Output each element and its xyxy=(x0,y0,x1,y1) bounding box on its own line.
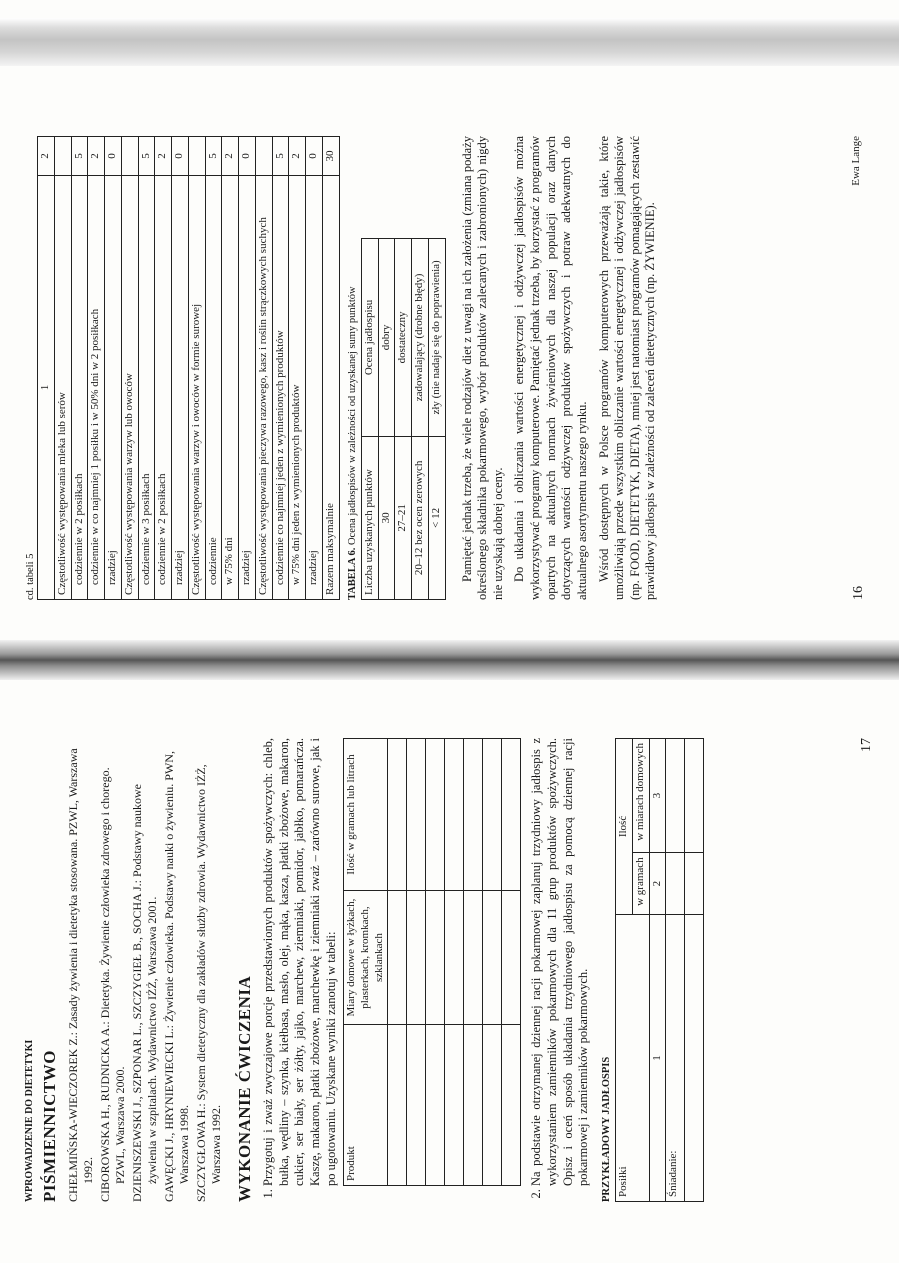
table-5 xyxy=(37,136,340,600)
menu-colnum-2: 2 xyxy=(649,853,666,915)
products-empty-cell xyxy=(407,1025,426,1186)
products-empty-cell xyxy=(464,739,483,891)
table5-row-label: Częstotliwość występowania mleka lub serów xyxy=(54,176,71,600)
table5-row xyxy=(322,137,339,600)
products-empty-cell xyxy=(426,891,445,1025)
reference-item: DZIENISZEWSKI J., SZPONAR L., SZCZYGIEŁ B., SOCHA J.: Podstawy naukowe żywienia w szpitalach. Wydawnictwo IŻŻ, Warszawa 2001. xyxy=(129,784,159,1202)
reference-item: GAWĘCKI J., HRYNIEWIECKI L.: Żywienie człowieka. Podstawy nauki o żywieniu. PWN, Warszawa 1998. xyxy=(161,751,191,1202)
task-1 xyxy=(261,738,521,1186)
products-empty-cell xyxy=(388,739,407,891)
products-body xyxy=(388,739,521,1186)
table6-header-rating: Ocena jadłospisu xyxy=(361,239,378,437)
products-empty-row xyxy=(426,739,445,1186)
products-header-measures: Miary domowe w łyżkach, plasterkach, kromkach, szklankach xyxy=(344,891,388,1025)
table5-row xyxy=(306,137,323,600)
products-empty-row xyxy=(464,739,483,1186)
paragraph-3: Wśród dostępnych w Polsce programów komputerowych przeważają takie, które umożliwiają przede wszystkim obliczanie wartości energetycznej i odżywczej jadłospisów (np. FOOD, DIETETYK, DIETA), mniej jest natomiast programów pomagających zestawić prawidłowy jadłospis w zależności od zaleceń dietetycznych (np. ŻYWIENIE). xyxy=(596,136,658,600)
table6-points-cell: 27–21 xyxy=(395,436,412,599)
page-number-16: 16 xyxy=(850,586,866,600)
page-17-content xyxy=(24,738,879,1202)
running-title: WPROWADZENIE DO DIETETYKI xyxy=(24,1039,35,1202)
table6-caption-label: TABELA 6. xyxy=(346,547,358,600)
table5-row-label: w 75% dni jeden z wymienionych produktów xyxy=(289,176,306,600)
products-empty-cell xyxy=(445,891,464,1025)
products-empty-cell xyxy=(464,891,483,1025)
task-1-text: Przygotuj i zważ zwyczajowe porcje przedstawionych produktów spożywczych: chleb, bułka, wędliny – szynka, kiełbasa, masło, olej, mąka, kasza, płatki zbożowe, makaron, cukier, ser biały, ser żółty, jajko, marchew, ziemniaki, pomidor, jabłko, pomarańcza. Kaszę, makaron, płatki zbożowe, marchewkę i ziemniaki zważ – zarówno surowe, jak i po ugotowaniu. Uzyskane wyniki zanotuj w tabeli: xyxy=(261,738,338,1186)
products-empty-row xyxy=(502,739,521,1186)
table5-row-points: 0 xyxy=(105,137,122,176)
table5-row xyxy=(222,137,239,600)
menu-caption: PRZYKŁADOWY JADŁOSPIS xyxy=(600,1056,612,1202)
products-empty-cell xyxy=(388,891,407,1025)
table5-row-points: 0 xyxy=(239,137,256,176)
products-empty-cell xyxy=(483,739,502,891)
menu-cell xyxy=(666,853,685,915)
table6-rating-cell: zadowalający (drobne błędy) xyxy=(412,239,429,437)
menu-header-amount: Ilość xyxy=(616,739,633,915)
table5-row-points: 2 xyxy=(155,137,172,176)
table5-row-points: 0 xyxy=(172,137,189,176)
menu-subheader-grams: w gramach xyxy=(632,853,649,915)
table6-caption-text: Ocena jadłospisów w zależności od uzyskanej sumy punktów xyxy=(346,286,358,546)
table6-row xyxy=(428,239,445,600)
reference-item: SZCZYGŁOWA H.: System dietetyczny dla zakładów służby zdrowia. Wydawnictwo IŻŻ, Warszawa 1992. xyxy=(193,764,223,1202)
products-empty-cell xyxy=(502,1025,521,1186)
table5-row-label: Częstotliwość występowania warzyw lub owoców xyxy=(121,176,138,600)
products-empty-cell xyxy=(407,739,426,891)
table5-row-label: rzadziej xyxy=(306,176,323,600)
table5-row xyxy=(239,137,256,600)
paragraph-1: Pamiętać jednak trzeba, że wiele rodzajów diet z uwagi na ich założenia (zmiana podaży określonego składnika pokarmowego, wybór produktów zalecanych i zabronionych) nigdy nie uzyskają dobrej oceny. xyxy=(459,136,505,600)
reference-item: CHEŁMIŃSKA-WIECZOREK Z.: Zasady żywienia i dietetyka stosowana. PZWL, Warszawa 1992. xyxy=(65,748,95,1202)
menu-subheader-household: w miarach domowych xyxy=(632,739,649,853)
task-2 xyxy=(529,738,592,1186)
menu-table xyxy=(615,738,704,1202)
table5-header-1: 1 xyxy=(38,176,55,600)
table5-row xyxy=(88,137,105,600)
literature-heading: PIŚMIENNICTWO xyxy=(39,1050,59,1202)
table5-row xyxy=(105,137,122,600)
table5-row-label: codziennie w 2 posiłkach xyxy=(155,176,172,600)
table5-row-points: 5 xyxy=(205,137,222,176)
products-empty-cell xyxy=(426,1025,445,1186)
table5-row xyxy=(205,137,222,600)
table6-points-cell: 20–12 bez ocen zerowych xyxy=(412,436,429,599)
table5-row-label: Razem maksymalnie xyxy=(322,176,339,600)
exercise-heading: WYKONANIE ĆWICZENIA xyxy=(234,975,254,1202)
table5-row xyxy=(255,137,272,600)
table5-row-label: codziennie w 3 posiłkach xyxy=(138,176,155,600)
products-empty-cell xyxy=(388,1025,407,1186)
table6-rating-cell: dostateczny xyxy=(395,239,412,437)
products-empty-row xyxy=(445,739,464,1186)
table6-caption xyxy=(346,136,359,600)
table5-row-label: codziennie co najmniej jeden z wymienionych produktów xyxy=(272,176,289,600)
products-empty-cell xyxy=(502,739,521,891)
table5-row xyxy=(54,137,71,600)
products-empty-cell xyxy=(502,891,521,1025)
table5-row-label: w 75% dni xyxy=(222,176,239,600)
menu-colnum-3: 3 xyxy=(649,739,666,853)
table5-row-label: codziennie w co najmniej 1 posiłku i w 50% dni w 2 posiłkach xyxy=(88,176,105,600)
table5-row-points: 2 xyxy=(222,137,239,176)
menu-cell xyxy=(666,739,685,853)
products-empty-row xyxy=(483,739,502,1186)
products-empty-cell xyxy=(407,891,426,1025)
menu-row xyxy=(685,739,704,1202)
page-16-footer xyxy=(850,136,868,600)
products-table xyxy=(343,738,521,1186)
table5-row xyxy=(188,137,205,600)
products-empty-cell xyxy=(426,739,445,891)
table5-row-points xyxy=(54,137,71,176)
table5-row xyxy=(272,137,289,600)
page-17-footer xyxy=(858,738,876,1202)
table5-row-points: 5 xyxy=(138,137,155,176)
table5-body xyxy=(54,137,339,600)
table5-row-points: 5 xyxy=(71,137,88,176)
products-empty-cell xyxy=(464,1025,483,1186)
page-16 xyxy=(0,88,899,648)
table-continuation-label: cd. tabeli 5 xyxy=(25,553,36,600)
table6-points-cell: 30 xyxy=(378,436,395,599)
menu-header-meals: Posiłki xyxy=(616,914,650,1201)
references-list xyxy=(66,738,224,1202)
table5-row-label: rzadziej xyxy=(172,176,189,600)
products-header-amount: Ilość w gramach lub litrach xyxy=(344,739,388,891)
table6-points-cell: < 12 xyxy=(428,436,445,599)
table6-rating-cell: dobry xyxy=(378,239,395,437)
table5-row-label: codziennie w 2 posiłkach xyxy=(71,176,88,600)
table5-row-label: rzadziej xyxy=(239,176,256,600)
table5-row-points xyxy=(121,137,138,176)
products-empty-cell xyxy=(445,1025,464,1186)
table5-row-label: Częstotliwość występowania warzyw i owoców w formie surowej xyxy=(188,176,205,600)
table5-row xyxy=(71,137,88,600)
table5-row-points: 2 xyxy=(289,137,306,176)
table6-row xyxy=(412,239,429,600)
table6-row xyxy=(378,239,395,600)
table5-row-points: 5 xyxy=(272,137,289,176)
products-header-product: Produkt xyxy=(344,1025,388,1186)
table5-row-points: 2 xyxy=(88,137,105,176)
page-16-content xyxy=(24,136,871,600)
table5-row-points: 0 xyxy=(306,137,323,176)
table5-row-points xyxy=(188,137,205,176)
table5-row xyxy=(289,137,306,600)
reference-item: CIBOROWSKA H., RUDNICKA A.: Dietetyka. Żywienie człowieka zdrowego i chorego. PZWL, Warszawa 2000. xyxy=(97,767,127,1202)
table5-row xyxy=(121,137,138,600)
table5-row xyxy=(155,137,172,600)
products-empty-row xyxy=(388,739,407,1186)
table6-rating-cell: zły (nie nadaje się do poprawienia) xyxy=(428,239,445,437)
table5-header-2: 2 xyxy=(38,137,55,176)
exercise-list xyxy=(261,738,592,1202)
table6-body xyxy=(378,239,445,600)
products-empty-cell xyxy=(445,739,464,891)
products-empty-cell xyxy=(483,891,502,1025)
products-empty-row xyxy=(407,739,426,1186)
menu-breakfast-label: Śniadanie: xyxy=(666,914,685,1201)
author-name: Ewa Lange xyxy=(849,136,862,186)
scan-edge-shadow xyxy=(0,18,899,66)
menu-colnum-1: 1 xyxy=(649,914,666,1201)
paragraph-2: Do układania i obliczania wartości energetycznej i odżywczej jadłospisów można wykorzystywać programy komputerowe. Pamiętać jednak trzeba, by korzystać z programów opartych na aktualnych normach żywieniowych dla naszej populacji oraz danych dotyczących wartości odżywczej produktów spożywczych i potraw adekwatnych do aktualnego asortymentu naszego rynku. xyxy=(512,136,589,600)
task-2-text: Na podstawie otrzymanej dziennej racji pokarmowej zaplanuj trzydniowy jadłospis z wykorzystaniem zamienników pokarmowych dla 11 grup produktów spożywczych. Opisz i oceń sposób układania trzydniowego jadłospisu za pomocą dziennej racji pokarmowej i zamienników pokarmowych. xyxy=(529,738,591,1186)
table5-row-points: 30 xyxy=(322,137,339,176)
table5-row-label: codziennie xyxy=(205,176,222,600)
page-number-17: 17 xyxy=(858,738,874,752)
table5-row-label: rzadziej xyxy=(105,176,122,600)
menu-row-breakfast xyxy=(666,739,685,1202)
page-17 xyxy=(0,690,899,1250)
products-empty-cell xyxy=(483,1025,502,1186)
table5-row-points xyxy=(255,137,272,176)
table5-row-label: Częstotliwość występowania pieczywa razowego, kasz i roślin strączkowych suchych xyxy=(255,176,272,600)
table6-header-points: Liczba uzyskanych punktów xyxy=(361,436,378,599)
table-6 xyxy=(361,238,446,600)
table6-row xyxy=(395,239,412,600)
table5-row xyxy=(172,137,189,600)
table5-row xyxy=(138,137,155,600)
